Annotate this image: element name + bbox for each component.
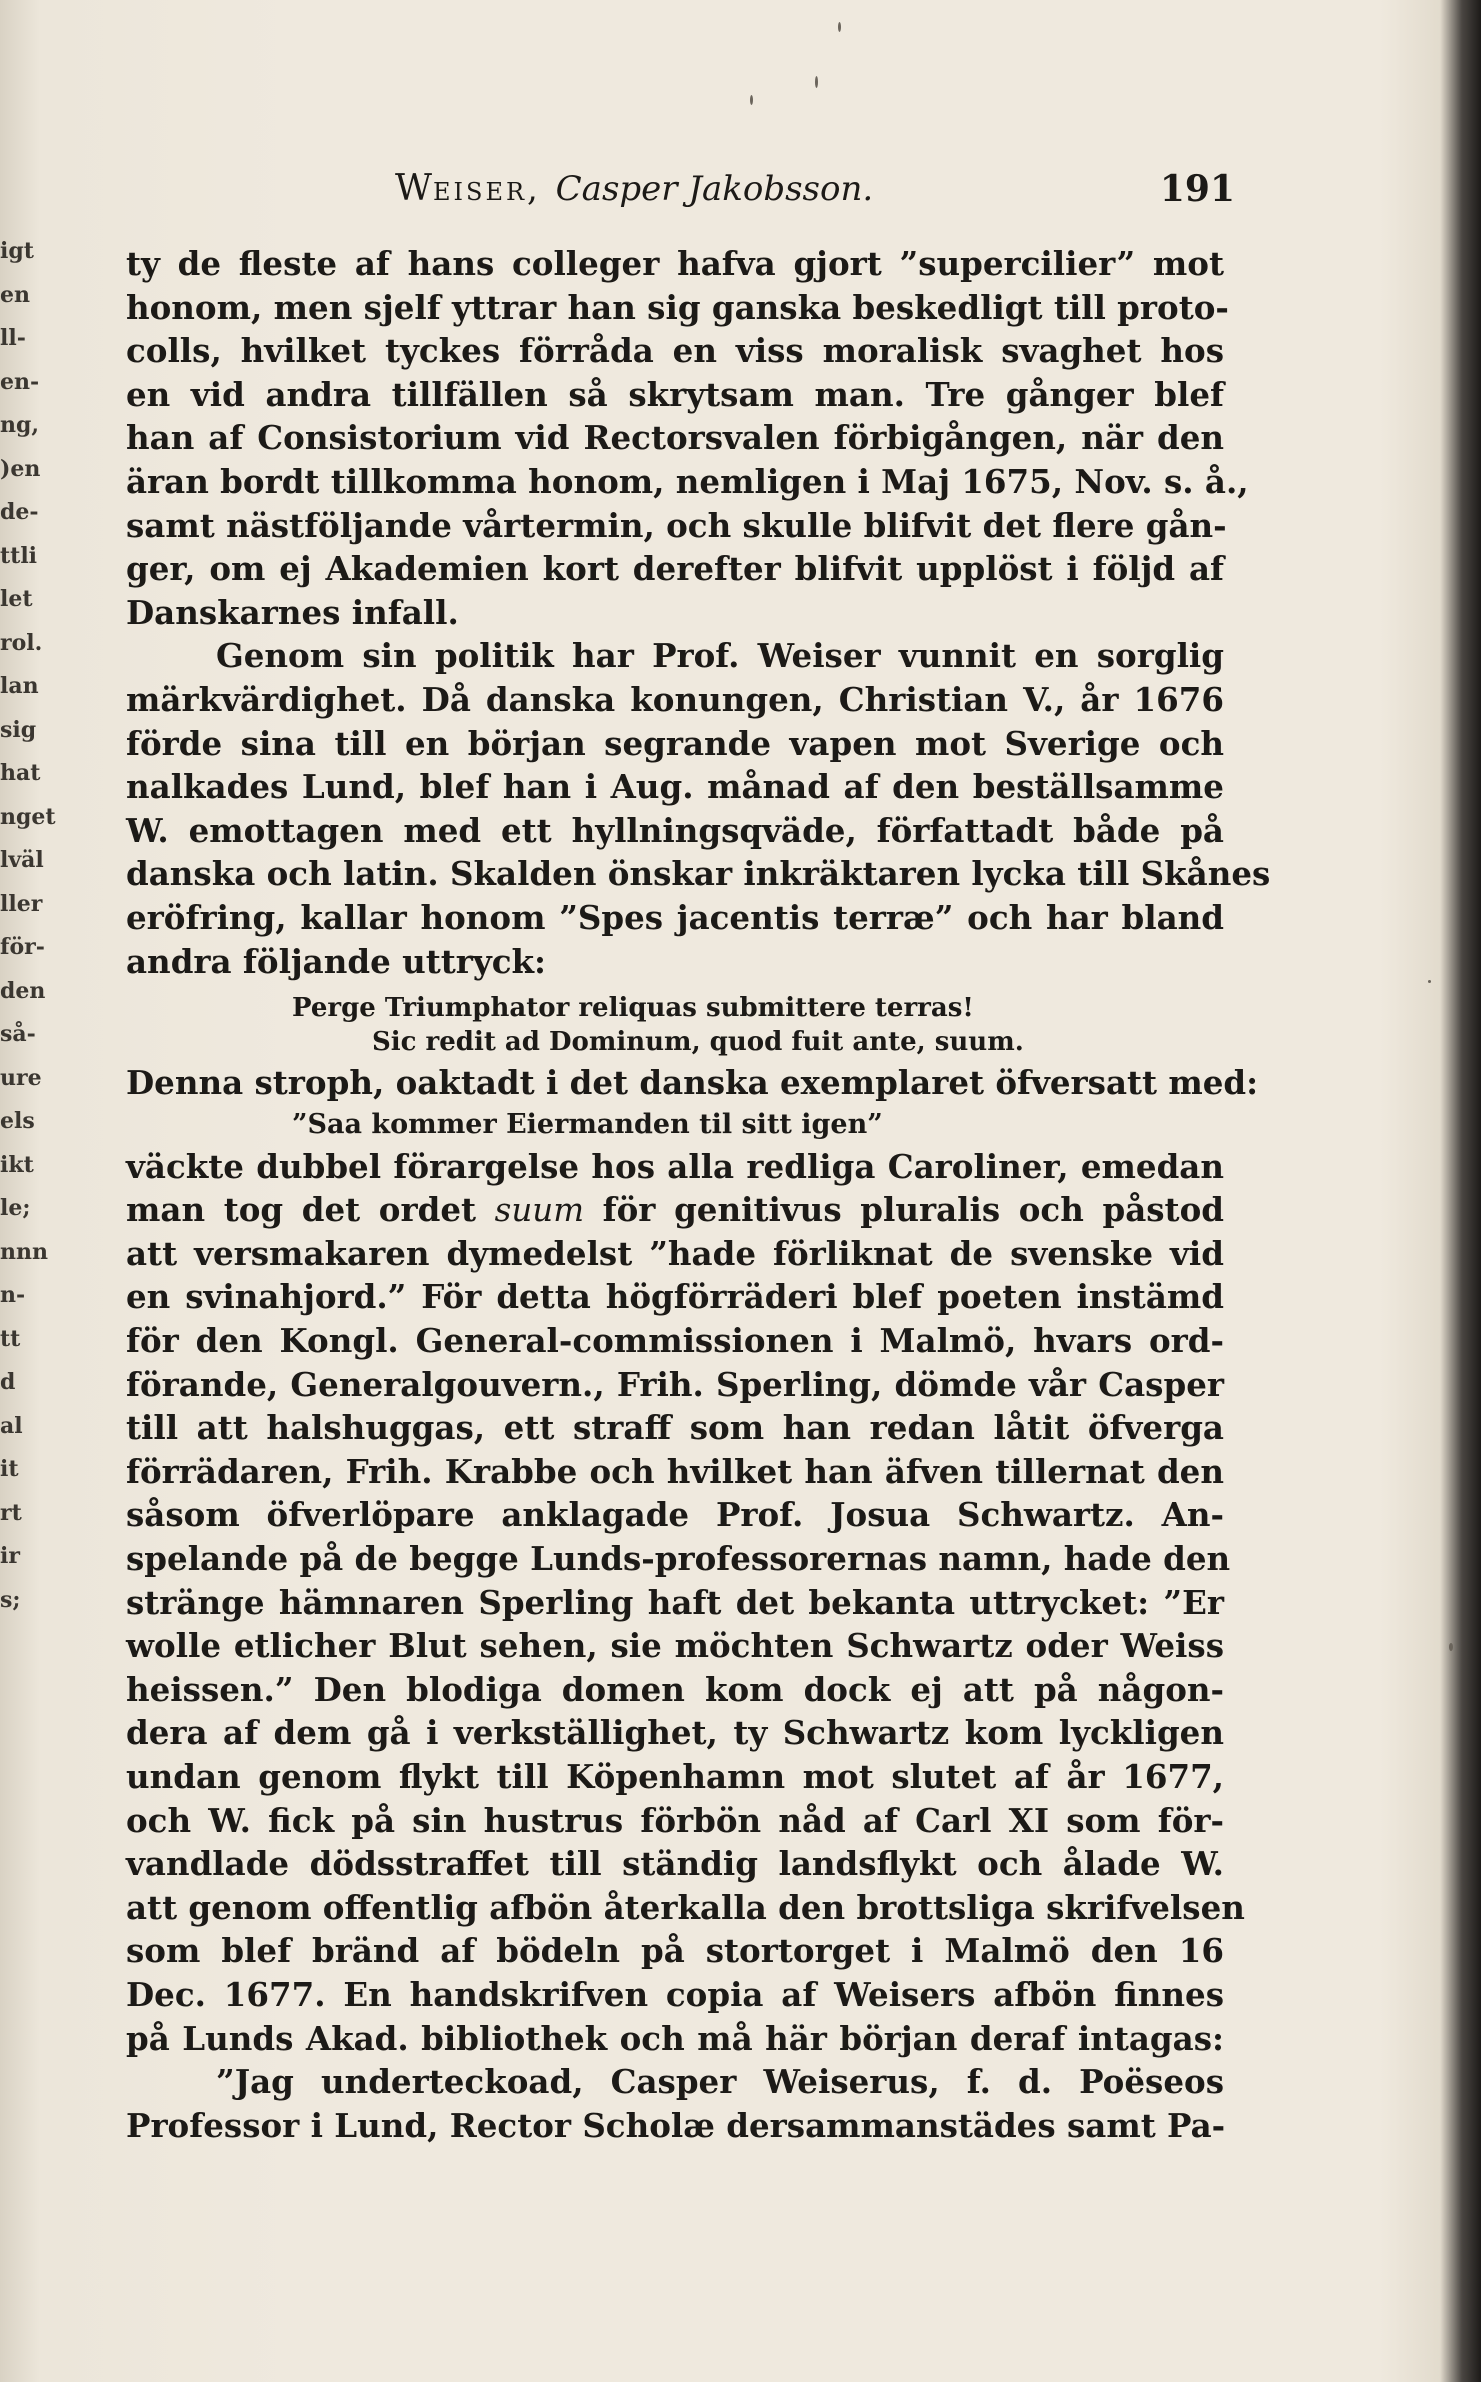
print-speck bbox=[1428, 980, 1431, 983]
fragment: de- bbox=[0, 499, 39, 525]
fragment: den bbox=[0, 977, 46, 1004]
text-line: Professor i Lund, Rector Scholæ dersammanstädes samt Pa- bbox=[126, 2105, 1226, 2145]
fragment: hat bbox=[0, 760, 41, 786]
print-speck bbox=[1449, 1643, 1453, 1651]
fragment: ll- bbox=[0, 325, 26, 351]
fragment: it bbox=[0, 1456, 19, 1482]
text-line: ”Jag underteckoad, Casper Weiserus, f. d. Poëseos bbox=[216, 2062, 1224, 2102]
verse-line: Sic redit ad Dominum, quod fuit ante, suum. bbox=[372, 1027, 1024, 1058]
paragraph-3 bbox=[126, 1145, 1245, 2148]
text-line: undan genom flykt till Köpenhamn mot slutet af år 1677, bbox=[126, 1757, 1224, 1796]
text-line: att versmakaren dymedelst ”hade förliknat de svenske vid bbox=[126, 1233, 1224, 1273]
fragment: le; bbox=[0, 1195, 31, 1221]
text-line: vandlade dödsstraffet till ständig landsflykt och ålade W. bbox=[126, 1844, 1224, 1884]
fragment: let bbox=[0, 586, 33, 612]
fragment: ller bbox=[0, 890, 43, 917]
text-line: eröfring, kallar honom ”Spes jacentis terræ” och har bland bbox=[126, 897, 1224, 937]
print-speck bbox=[750, 95, 753, 105]
fragment: ttli bbox=[0, 542, 38, 569]
fragment: rol. bbox=[0, 629, 43, 656]
text-line: han af Consistorium vid Rectorsvalen förbigången, när den bbox=[126, 418, 1224, 458]
header-author: WEISER, bbox=[395, 168, 539, 209]
print-speck bbox=[815, 76, 818, 88]
paragraph-1 bbox=[126, 242, 1249, 634]
text-line: ty de fleste af hans colleger hafva gjort ”supercilier” mot bbox=[126, 244, 1224, 283]
text-line: samt nästföljande vårtermin, och skulle blifvit det flere gån- bbox=[126, 505, 1227, 545]
text-line: honom, men sjelf yttrar han sig ganska beskedligt till proto- bbox=[126, 287, 1229, 327]
text-line: för den Kongl. General-commissionen i Malmö, hvars ord- bbox=[126, 1321, 1224, 1361]
text-line: förrädaren, Frih. Krabbe och hvilket han äfven tillernat den bbox=[126, 1451, 1224, 1491]
text-line: Danskarnes infall. bbox=[126, 592, 459, 632]
text-line: stränge hämnaren Sperling haft det bekanta uttrycket: ”Er bbox=[126, 1582, 1224, 1622]
text-line: Dec. 1677. En handskrifven copia af Weisers afbön finnes bbox=[126, 1974, 1224, 2014]
text-line: såsom öfverlöpare anklagade Prof. Josua Schwartz. An- bbox=[126, 1495, 1224, 1535]
text-line: förande, Generalgouvern., Frih. Sperling, dömde vår Casper bbox=[126, 1364, 1224, 1404]
fragment: för- bbox=[0, 934, 45, 960]
text-line: till att halshuggas, ett straff som han redan låtit öfverga bbox=[126, 1408, 1224, 1448]
text-line: heissen.” Den blodiga domen kom dock ej att på någon- bbox=[126, 1669, 1224, 1709]
paragraph-2 bbox=[126, 634, 1271, 983]
fragment: ir bbox=[0, 1543, 20, 1569]
author-small-caps: EISER bbox=[433, 178, 528, 206]
fragment: els bbox=[0, 1108, 35, 1134]
fragment: en bbox=[0, 281, 30, 308]
fragment: nnn bbox=[0, 1238, 48, 1265]
danish-quote: ”Saa kommer Eiermanden til sitt igen” bbox=[292, 1108, 883, 1140]
fragment: d bbox=[0, 1369, 16, 1395]
print-speck bbox=[838, 22, 841, 32]
fragment: ikt bbox=[0, 1151, 34, 1178]
fragment: ng, bbox=[0, 412, 40, 438]
fragment: rt bbox=[0, 1499, 22, 1526]
text-line: spelande på de begge Lunds-professorernas namn, hade den bbox=[126, 1539, 1231, 1579]
adjacent-page-fragments bbox=[0, 230, 56, 1622]
text-line: colls, hvilket tyckes förråda en viss moralisk svaghet hos bbox=[126, 331, 1224, 371]
header-subject: Casper Jakobsson. bbox=[555, 169, 874, 209]
text-line: en svinahjord.” För detta högförräderi blef poeten instämd bbox=[126, 1277, 1224, 1317]
verse-line: Perge Triumphator reliquas submittere terras! bbox=[292, 993, 974, 1024]
text-line: väckte dubbel förargelse hos alla redliga Caroliner, emedan bbox=[126, 1146, 1224, 1186]
fragment: n- bbox=[0, 1282, 26, 1308]
text-line: som blef bränd af bödeln på stortorget i Malmö den 16 bbox=[126, 1931, 1224, 1971]
fragment: en- bbox=[0, 368, 40, 395]
text-line: Genom sin politik har Prof. Weiser vunnit en sorglig bbox=[216, 636, 1224, 676]
text-line: W. emottagen med ett hyllningsqväde, författadt både på bbox=[126, 810, 1224, 850]
fragment: nget bbox=[0, 803, 56, 830]
fragment: lan bbox=[0, 673, 39, 699]
fragment: s; bbox=[0, 1586, 21, 1613]
fragment: ure bbox=[0, 1064, 42, 1091]
text-line: dera af dem gå i verkställighet, ty Schwartz kom lyckligen bbox=[126, 1713, 1224, 1753]
latin-verse bbox=[126, 991, 1224, 1059]
text-line: att genom offentlig afbön återkalla den brottsliga skrifvelsen bbox=[126, 1887, 1245, 1927]
fragment: så- bbox=[0, 1021, 36, 1047]
page-number: 191 bbox=[1159, 168, 1235, 210]
text-line: en vid andra tillfällen så skrytsam man. Tre gånger blef bbox=[126, 374, 1224, 414]
text-line-with-italic bbox=[126, 1188, 1224, 1232]
text-line: ger, om ej Akademien kort derefter blifvit upplöst i följd af bbox=[126, 549, 1224, 589]
text-segment: man tog det ordet bbox=[126, 1190, 495, 1230]
fragment: tt bbox=[0, 1325, 21, 1352]
text-line: på Lunds Akad. bibliothek och må här början deraf intagas: bbox=[126, 2018, 1224, 2058]
text-line: wolle etlicher Blut sehen, sie möchten Schwartz oder Weiss bbox=[126, 1626, 1224, 1666]
running-header bbox=[395, 164, 1235, 214]
text-line: märkvärdighet. Då danska konungen, Christian V., år 1676 bbox=[126, 679, 1224, 719]
italic-word: suum bbox=[494, 1191, 585, 1230]
fragment: igt bbox=[0, 238, 34, 264]
fragment: )en bbox=[0, 455, 41, 482]
text-segment: för genitivus pluralis och påstod bbox=[584, 1190, 1224, 1230]
stanza-line: Denna stroph, oaktadt i det danska exemplaret öfversatt med: bbox=[126, 1063, 1259, 1103]
page-body-text bbox=[126, 242, 1271, 2147]
fragment: lväl bbox=[0, 847, 44, 873]
fragment: al bbox=[0, 1412, 23, 1439]
fragment: sig bbox=[0, 716, 37, 743]
text-line: danska och latin. Skalden önskar inkräktaren lycka till Skånes bbox=[126, 854, 1271, 894]
text-line: äran bordt tillkomma honom, nemligen i Maj 1675, Nov. s. å., bbox=[126, 461, 1249, 501]
text-line: andra följande uttryck: bbox=[126, 941, 547, 981]
text-line: förde sina till en början segrande vapen mot Sverige och bbox=[126, 723, 1224, 763]
text-line: nalkades Lund, blef han i Aug. månad af den beställsamme bbox=[126, 767, 1224, 807]
author-initial: W bbox=[395, 168, 434, 209]
text-line: och W. fick på sin hustrus förbön nåd af Carl XI som för- bbox=[126, 1800, 1224, 1840]
